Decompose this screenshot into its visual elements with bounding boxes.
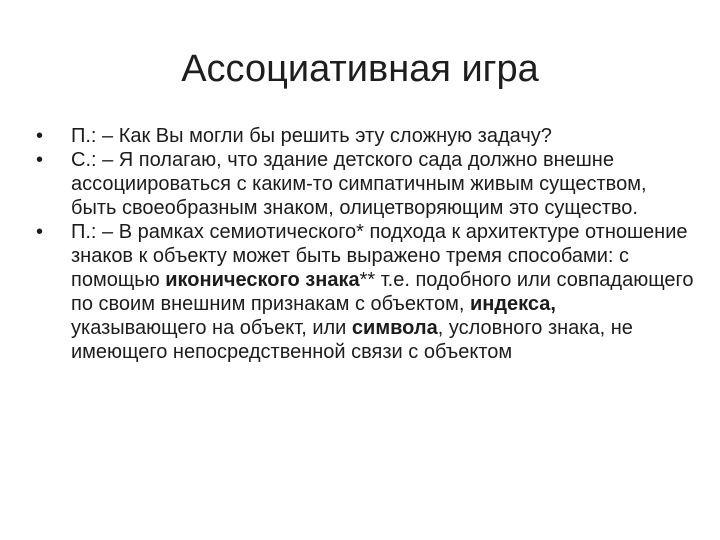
bullet-list — [36, 124, 696, 364]
bullet-item — [36, 124, 696, 148]
slide-title: Ассоциативная игра — [181, 48, 539, 90]
bullet-text: С.: – Я полагаю, что здание детского сада должно внешне ассоциироваться с каким-то симпатичным живым существом, быть своеобразным знаком, олицетворяющим это существо. — [71, 149, 647, 219]
bullet-dot-icon — [36, 124, 56, 148]
bullet-dot-icon — [36, 220, 56, 244]
bullet-bold-term: индекса, — [469, 293, 556, 315]
bullet-item — [36, 220, 696, 364]
bullet-text: П.: – В рамках семиотического* подхода к архитектуре отношение знаков к объекту может быть выражено тремя способами: с помощью — [71, 221, 688, 291]
bullet-bold-term: иконического знака — [165, 269, 360, 291]
bullet-dot-icon — [36, 148, 56, 172]
bullet-item — [36, 148, 696, 220]
bullet-text: , условного знака, не имеющего непосредственной связи с объектом — [71, 317, 633, 363]
bullet-text: ** т.е. подобного или совпадающего по своим внешним признакам с объектом, — [71, 269, 694, 315]
bullet-bold-term: символа — [351, 317, 438, 339]
bullet-text: указывающего на объект, или — [71, 317, 352, 339]
bullet-text: П.: – Как Вы могли бы решить эту сложную задачу? — [71, 125, 552, 147]
